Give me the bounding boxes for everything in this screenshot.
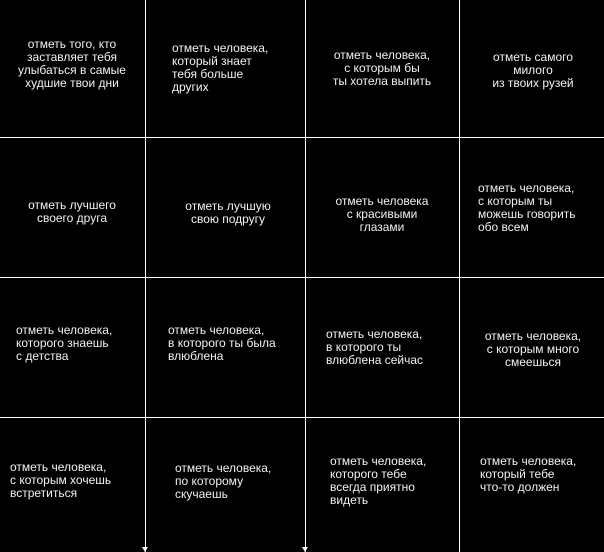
grid-line-vertical xyxy=(305,0,306,552)
grid-cell: отметь человека, с которым бы ты хотела выпить xyxy=(332,48,432,88)
grid-cell: отметь самого милого из твоих рузей xyxy=(492,50,574,90)
grid-cell: отметь человека, который тебе что-то должен xyxy=(480,454,577,494)
grid-cell: отметь человека, с которым много смеешься xyxy=(484,329,582,369)
grid-cell: отметь человека, с которым ты можешь говорить обо всем xyxy=(478,181,576,234)
grid-cell: отметь человека с красивыми глазами xyxy=(335,194,429,234)
grid-cell: отметь человека, с которым хочешь встретиться xyxy=(10,460,112,500)
grid-cell: отметь человека, который знает тебя больше других xyxy=(172,41,269,94)
grid-line-horizontal xyxy=(0,417,604,418)
grid-line-horizontal xyxy=(0,137,604,138)
grid-cell: отметь лучшего своего друга xyxy=(28,198,116,225)
grid-line-vertical xyxy=(145,0,146,552)
grid-cell: отметь человека, в которого ты была влюблена xyxy=(168,323,276,363)
grid-cell: отметь человека, по которому скучаешь xyxy=(175,461,272,501)
arrow-down-icon xyxy=(142,547,148,552)
grid-line-vertical xyxy=(459,0,460,552)
grid-cell: отметь человека, которого знаешь с детства xyxy=(16,323,113,363)
grid-cell: отметь человека, которого тебе всегда приятно видеть xyxy=(330,454,427,507)
arrow-down-icon xyxy=(302,547,308,552)
grid-cell: отметь лучшую свою подругу xyxy=(185,199,271,226)
grid-cell: отметь того, кто заставляет тебя улыбаться в самые худшие твои дни xyxy=(18,37,126,90)
grid-line-horizontal xyxy=(0,277,604,278)
grid-cell: отметь человека, в которого ты влюблена сейчас xyxy=(326,327,424,367)
